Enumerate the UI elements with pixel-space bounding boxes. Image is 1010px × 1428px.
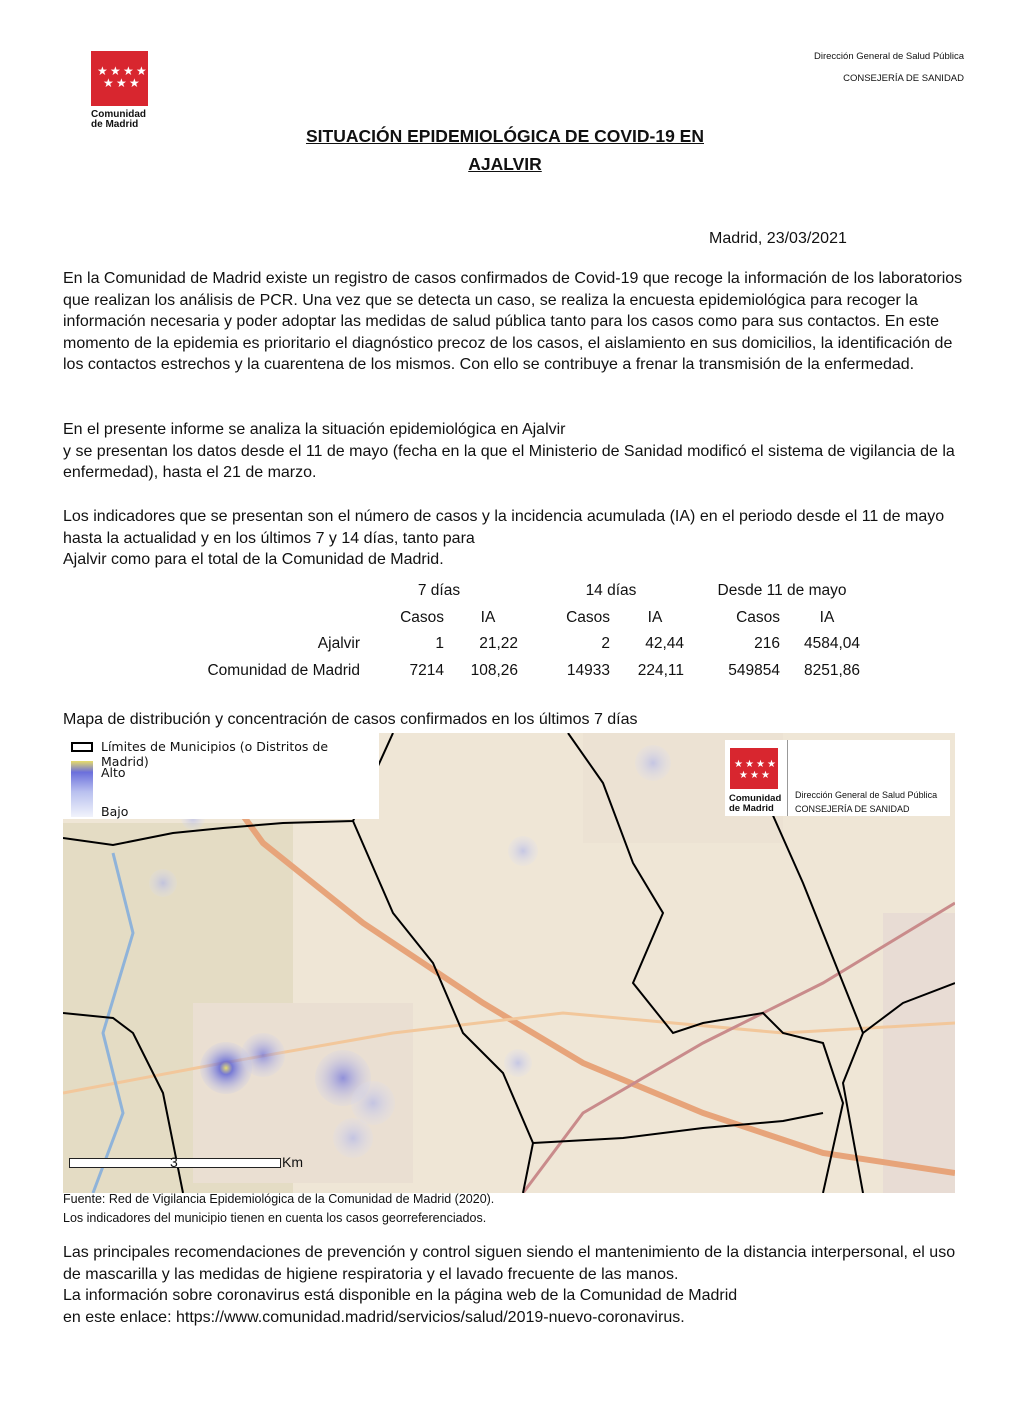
cell-cases-7: 7214 <box>409 661 444 679</box>
cell-ia-all: 4584,04 <box>803 635 860 653</box>
table-row <box>180 631 860 658</box>
case-hotspot <box>351 1081 395 1125</box>
cell-cases-all: 549854 <box>728 661 780 679</box>
star-icon: ★ <box>136 64 147 78</box>
org-department: CONSEJERÍA DE SANIDAD <box>843 73 964 84</box>
cell-ia-7: 21,22 <box>479 635 518 653</box>
star-icon: ★ <box>97 64 108 78</box>
star-icon: ★ <box>745 759 754 770</box>
case-distribution-map <box>63 733 955 1193</box>
cell-ia-all: 8251,86 <box>803 661 860 679</box>
scope-line2: y se presentan los datos desde el 11 de mayo (fecha en la que el Ministerio de Sanidad modificó el sistema de vigilancia de la enfermedad), hasta el 21 de marzo. <box>63 442 955 481</box>
cell-cases-14: 2 <box>601 635 610 653</box>
logo-divider <box>787 740 788 816</box>
period-14-days: 14 días <box>585 582 637 600</box>
indicators-table <box>180 578 860 684</box>
cell-cases-all: 216 <box>754 635 780 653</box>
col-casos: Casos <box>566 608 610 626</box>
star-icon: ★ <box>761 770 770 781</box>
case-hotspot <box>504 1049 532 1077</box>
logo-line1: Comunidad <box>91 109 146 120</box>
cell-ia-14: 42,44 <box>645 635 684 653</box>
case-hotspot <box>241 1033 285 1077</box>
map-logo-text <box>729 794 781 814</box>
star-icon: ★ <box>767 759 776 770</box>
urban-area-east <box>883 913 955 1193</box>
cell-ia-7: 108,26 <box>470 661 518 679</box>
map-org-name: Dirección General de Salud Pública <box>795 790 938 800</box>
table-header-periods <box>180 578 860 605</box>
org-name: Dirección General de Salud Pública <box>814 51 964 62</box>
star-icon: ★ <box>103 76 114 90</box>
star-icon: ★ <box>110 64 121 78</box>
case-hotspot <box>333 1118 373 1158</box>
map-legend <box>63 733 379 819</box>
recommendations-line1: Las principales recomendaciones de prevención y control siguen siendo el mantenimiento de la distancia interpersonal, el uso de mascarilla y las medidas de higiene respiratoria y el lavado frecuente de las manos. <box>63 1244 956 1283</box>
density-gradient <box>71 761 93 817</box>
star-icon: ★ <box>123 64 134 78</box>
scope-paragraph <box>63 419 968 484</box>
document-title-line2: AJALVIR <box>468 154 542 174</box>
period-7-days: 7 días <box>417 582 461 600</box>
table-row <box>180 658 860 685</box>
row-name: Comunidad de Madrid <box>207 661 360 679</box>
col-casos: Casos <box>400 608 444 626</box>
cell-cases-14: 14933 <box>566 661 610 679</box>
scale-unit: Km <box>282 1154 303 1170</box>
logo-flag <box>730 748 778 789</box>
legend-boundaries: Límites de Municipios (o Distritos de Madrid) <box>101 739 329 769</box>
document-title-line1: SITUACIÓN EPIDEMIOLÓGICA DE COVID-19 EN <box>305 126 704 146</box>
row-name: Ajalvir <box>317 635 360 653</box>
municipal-boundary <box>763 793 863 1193</box>
report-date: Madrid, 23/03/2021 <box>709 230 847 247</box>
comunidad-madrid-logo <box>91 51 149 130</box>
case-hotspot <box>508 836 538 866</box>
source-line1: Fuente: Red de Vigilancia Epidemiológica de la Comunidad de Madrid (2020). <box>63 1192 495 1206</box>
star-icon: ★ <box>739 770 748 781</box>
cell-cases-7: 1 <box>435 635 444 653</box>
scope-line1: En el presente informe se analiza la situación epidemiológica en Ajalvir <box>63 421 566 438</box>
star-icon: ★ <box>750 770 759 781</box>
table-header-columns <box>180 605 860 632</box>
recommendations-paragraph <box>63 1242 968 1328</box>
case-hotspot <box>635 745 671 781</box>
case-hotspot <box>149 869 177 897</box>
map-logo <box>725 740 950 816</box>
recommendations-line3: en este enlace: https://www.comunidad.madrid/servicios/salud/2019-nuevo-coronavirus. <box>63 1308 685 1326</box>
recommendations-line2: La información sobre coronavirus está disponible en la página web de la Comunidad de Madrid <box>63 1287 738 1304</box>
legend-low: Bajo <box>101 804 129 819</box>
star-icon: ★ <box>116 76 127 90</box>
map-logo-line1: Comunidad <box>729 793 782 804</box>
map-org-department: CONSEJERÍA DE SANIDAD <box>795 804 910 814</box>
legend-high: Alto <box>101 765 126 780</box>
source-line2: Los indicadores del municipio tienen en cuenta los casos georreferenciados. <box>63 1211 487 1225</box>
star-icon: ★ <box>756 759 765 770</box>
indicators-line2: Ajalvir como para el total de la Comunidad de Madrid. <box>63 551 444 568</box>
period-since-may: Desde 11 de mayo <box>717 582 847 600</box>
map-caption: Mapa de distribución y concentración de casos confirmados en los últimos 7 días <box>63 711 638 728</box>
map-logo-line2: de Madrid <box>729 803 774 814</box>
col-ia: IA <box>819 608 835 626</box>
cell-ia-14: 224,11 <box>637 661 684 679</box>
col-ia: IA <box>480 608 496 626</box>
col-casos: Casos <box>736 608 780 626</box>
indicators-paragraph <box>63 506 968 571</box>
logo-flag <box>91 51 148 106</box>
indicators-line1: Los indicadores que se presentan son el número de casos y la incidencia acumulada (IA) en el periodo desde el 11 de mayo hasta la actualidad y en los últimos 7 y 14 días, tanto para <box>63 508 945 547</box>
scale-mid-label: 3 <box>170 1154 178 1170</box>
intro-paragraph: En la Comunidad de Madrid existe un registro de casos confirmados de Covid-19 que recoge la información de los laboratorios que realizan los análisis de PCR. Una vez que se detecta un caso, se realiza la encuesta epidemiológica para recoger la información necesaria y poder adoptar las medidas de salud pública tanto para los casos como para sus contactos. En este momento de la epidemia es prioritario el diagnóstico precoz de los casos, el aislamiento en sus domicilios, la identificación de los contactos estrechos y la cuarentena de los mismos. Con ello se contribuye a frenar la transmisión de la enfermedad. <box>63 270 963 373</box>
boundary-swatch <box>71 742 93 752</box>
star-icon: ★ <box>129 76 140 90</box>
star-icon: ★ <box>734 759 743 770</box>
logo-line2: de Madrid <box>91 119 139 130</box>
col-ia: IA <box>647 608 663 626</box>
